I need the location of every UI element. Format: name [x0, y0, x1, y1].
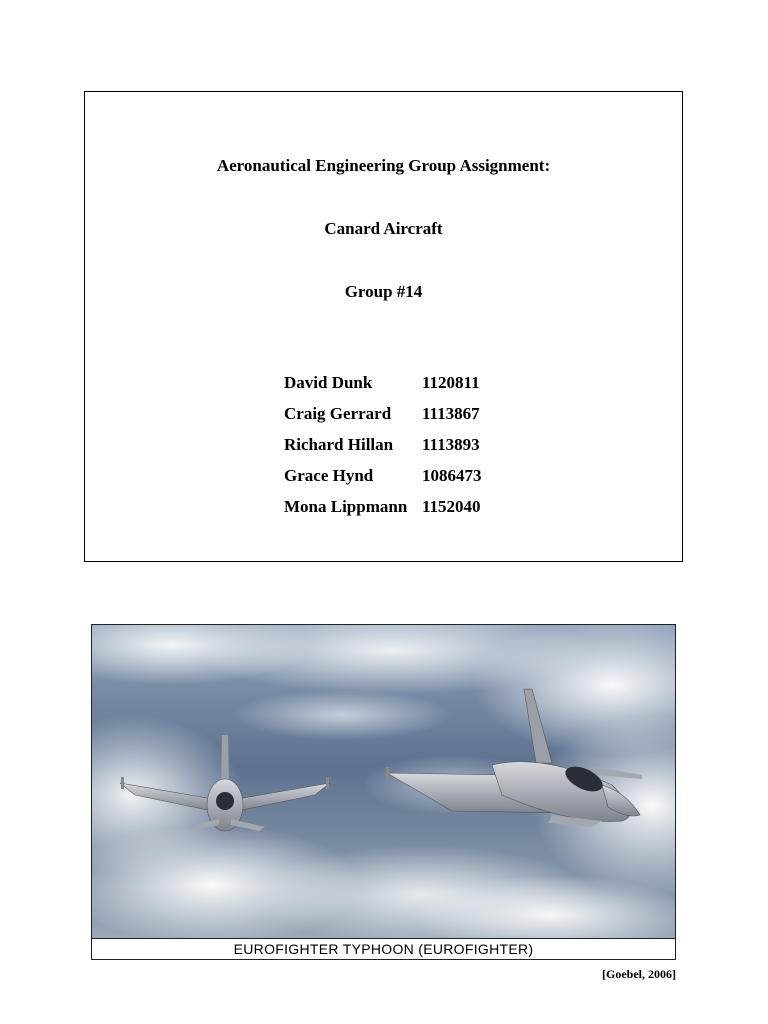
- assignment-subject: Canard Aircraft: [324, 219, 443, 238]
- member-id: 1152040: [422, 497, 481, 516]
- member-id: 1113893: [422, 435, 480, 454]
- member-list: [284, 373, 482, 528]
- member-name: David Dunk: [284, 373, 373, 392]
- member-id: 1120811: [422, 373, 480, 392]
- member-name: Richard Hillan: [284, 435, 394, 454]
- member-row: [284, 497, 482, 528]
- member-row: [284, 435, 482, 466]
- assignment-heading: Aeronautical Engineering Group Assignment:: [216, 156, 551, 175]
- member-name: Grace Hynd: [284, 466, 374, 485]
- group-number: Group #14: [344, 282, 423, 301]
- member-row: [284, 404, 482, 435]
- member-row: [284, 373, 482, 404]
- member-name: Mona Lippmann: [284, 497, 408, 516]
- figure-citation: [Goebel, 2006]: [602, 967, 676, 981]
- member-name: Craig Gerrard: [284, 404, 392, 423]
- figure-caption: EUROFIGHTER TYPHOON (EUROFIGHTER): [92, 938, 675, 959]
- title-box: [84, 91, 683, 562]
- member-row: [284, 466, 482, 497]
- eurofighter-illustration: [92, 625, 675, 939]
- eurofighter-photo: [91, 624, 676, 960]
- member-id: 1086473: [422, 466, 482, 485]
- member-id: 1113867: [422, 404, 480, 423]
